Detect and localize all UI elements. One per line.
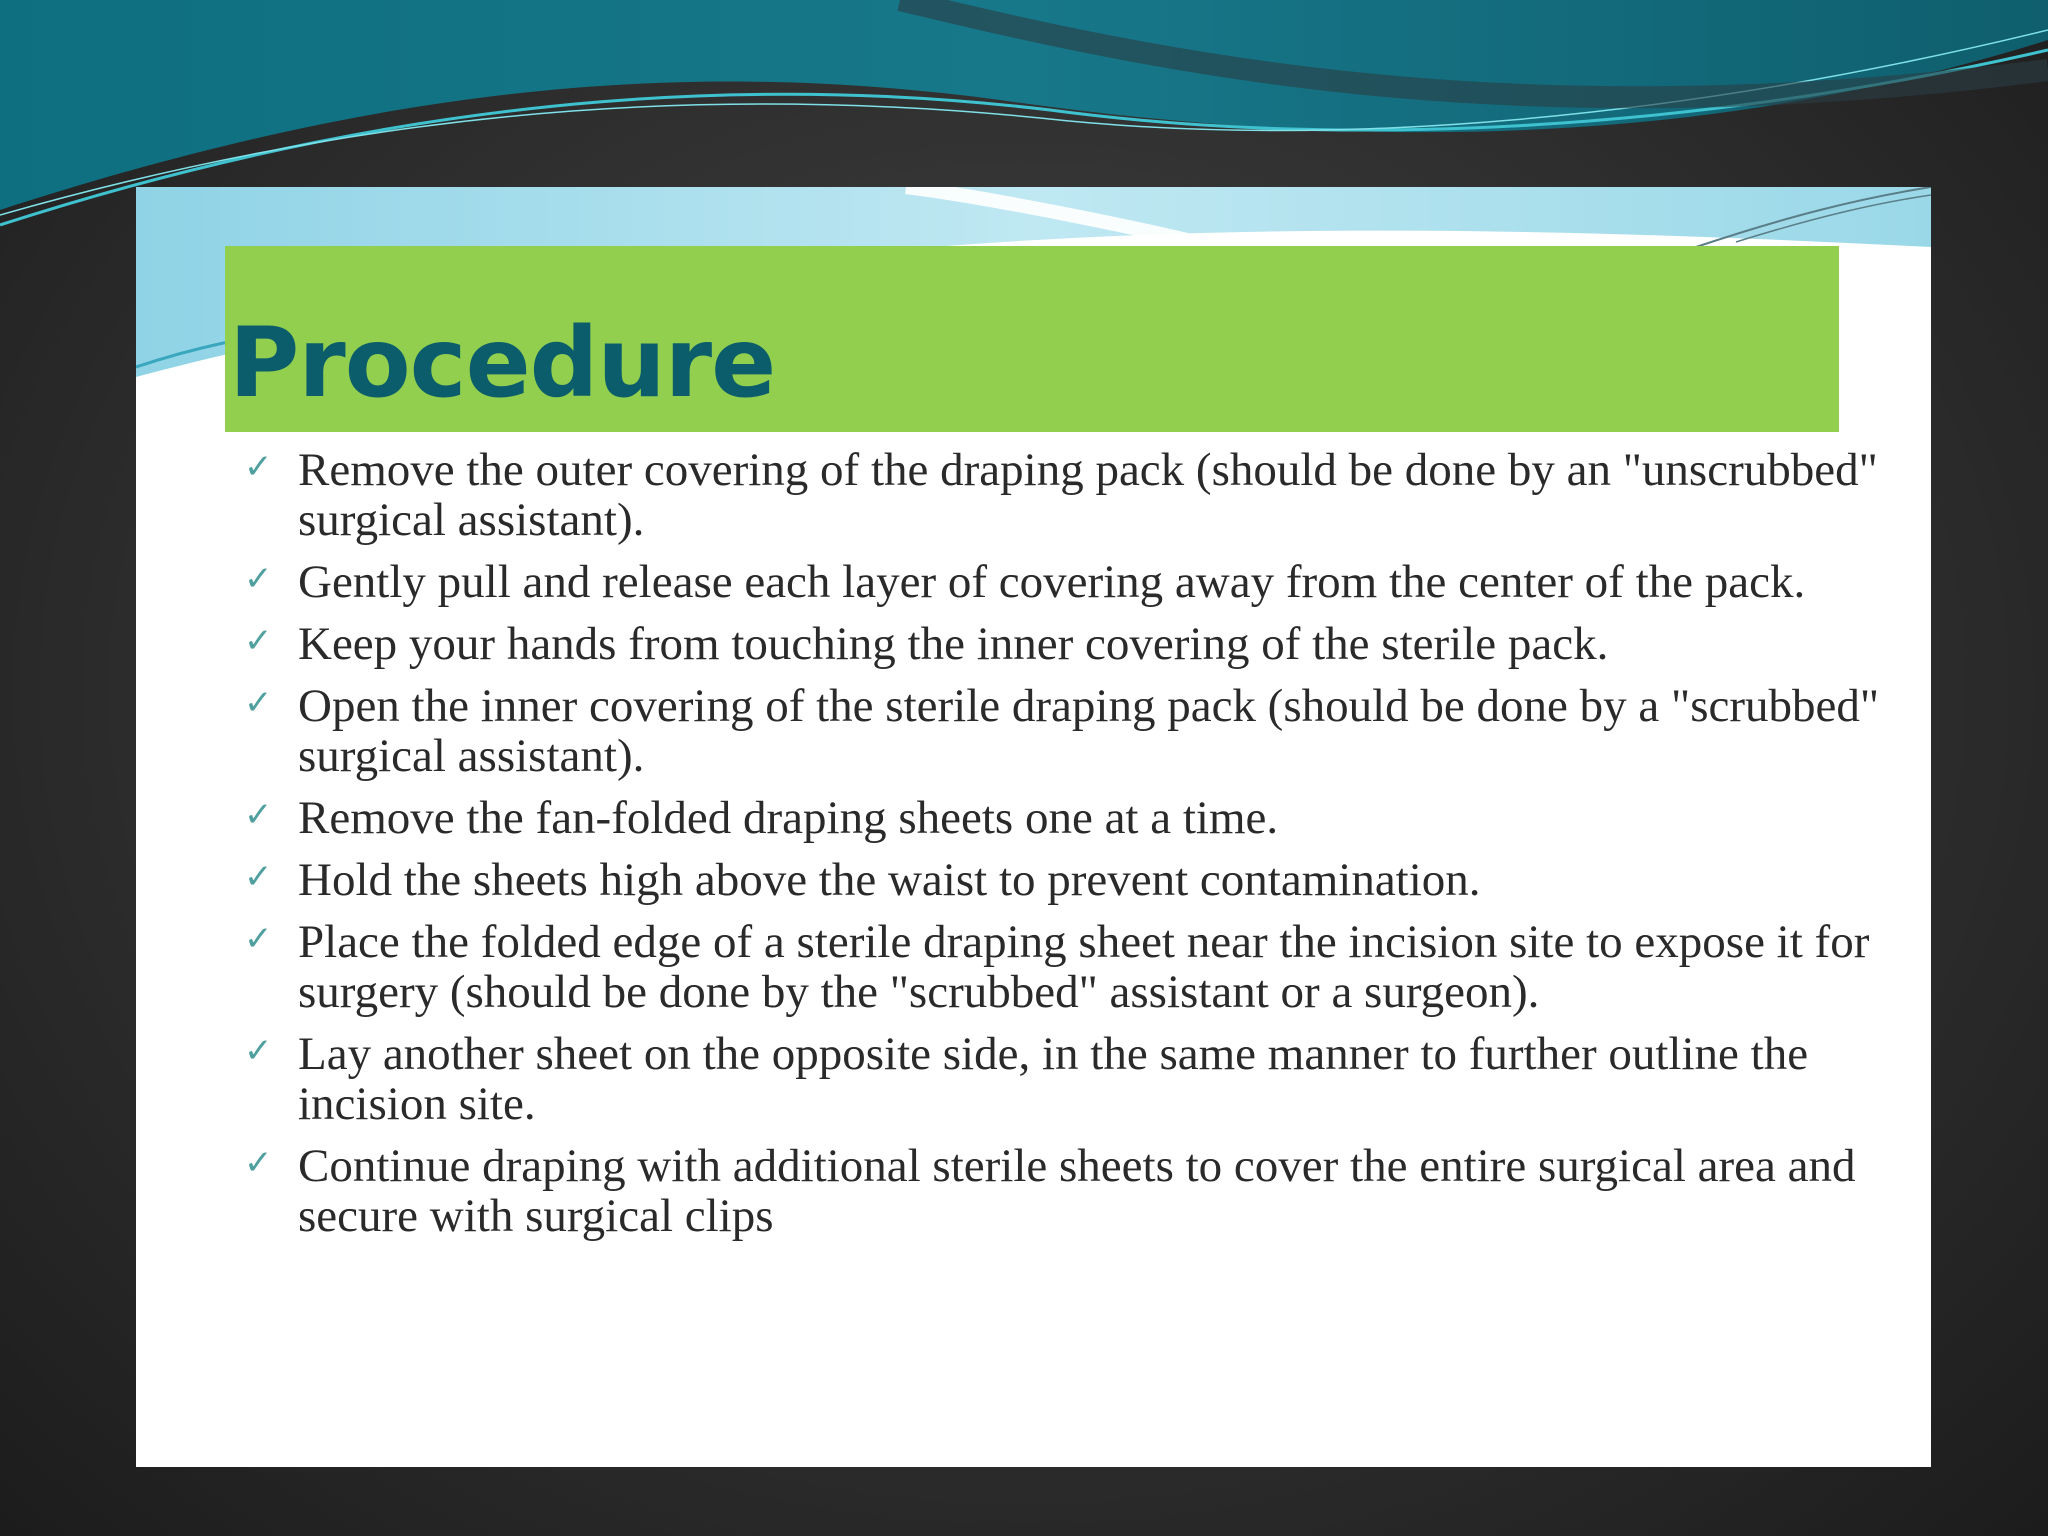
check-icon: ✓ [244, 857, 273, 897]
check-icon: ✓ [244, 795, 273, 835]
list-item-text: Hold the sheets high above the waist to prevent contamination. [298, 854, 1481, 906]
list-item [244, 619, 1924, 669]
list-item-text: Gently pull and release each layer of covering away from the center of the pack. [298, 556, 1806, 608]
list-item-text: Continue draping with additional sterile sheets to cover the entire surgical area and secure with surgical clips [298, 1140, 1856, 1242]
list-item [244, 1141, 1924, 1241]
list-item [244, 1029, 1924, 1129]
list-item-text: Lay another sheet on the opposite side, in the same manner to further outline the incision site. [298, 1028, 1809, 1130]
slide-card [136, 187, 1931, 1467]
list-item [244, 557, 1924, 607]
list-item-text: Keep your hands from touching the inner covering of the sterile pack. [298, 618, 1609, 670]
procedure-list [244, 445, 1924, 1253]
list-item [244, 917, 1924, 1017]
list-item-text: Remove the outer covering of the draping pack (should be done by an "unscrubbed" surgical assistant). [298, 444, 1878, 546]
title-bar [225, 246, 1839, 432]
list-item [244, 793, 1924, 843]
check-icon: ✓ [244, 621, 273, 661]
list-item [244, 855, 1924, 905]
list-item-text: Remove the fan-folded draping sheets one at a time. [298, 792, 1279, 844]
check-icon: ✓ [244, 683, 273, 723]
list-item-text: Place the folded edge of a sterile draping sheet near the incision site to expose it for surgery (should be done by the "scrubbed" assistant or a surgeon). [298, 916, 1870, 1018]
check-icon: ✓ [244, 447, 273, 487]
slide-title: Procedure [229, 307, 776, 419]
list-item [244, 681, 1924, 781]
check-icon: ✓ [244, 1031, 273, 1071]
list-item-text: Open the inner covering of the sterile draping pack (should be done by a "scrubbed" surgical assistant). [298, 680, 1880, 782]
check-icon: ✓ [244, 1143, 273, 1183]
list-item [244, 445, 1924, 545]
check-icon: ✓ [244, 919, 273, 959]
check-icon: ✓ [244, 559, 273, 599]
